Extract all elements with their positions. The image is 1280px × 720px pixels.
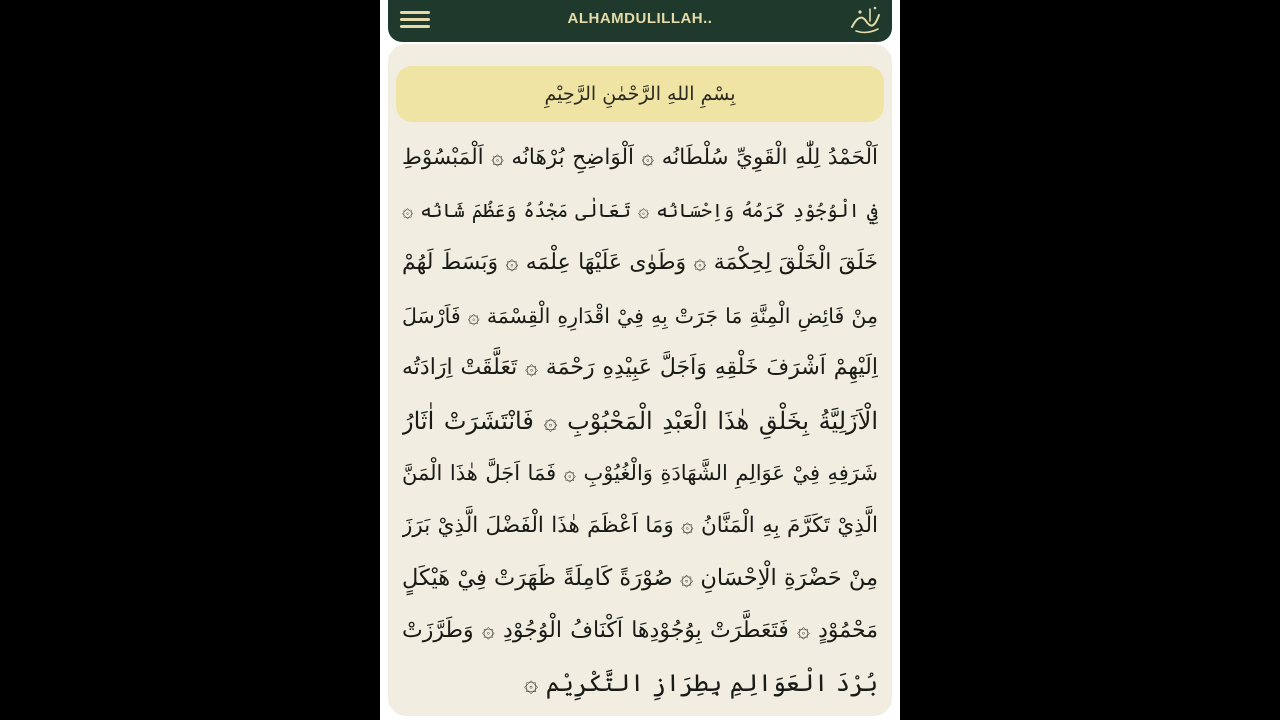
bismillah-banner: بِسْمِ اللهِ الرَّحْمٰنِ الرَّحِيْمِ (396, 66, 884, 122)
verse-line: بُرْدَ الْعَوَالِمِ بِطِرَازِ التَّكْرِيْم ۞ (524, 669, 878, 697)
app-title: ALHAMDULILLAH.. (567, 10, 713, 27)
verse-line: مِنْ فَائِضِ الْمِنَّةِ مَا جَرَتْ بِهِ فِيْ اقْدَارِهِ الْقِسْمَة ۞ فَاَرْسَلَ (402, 303, 878, 328)
verse-page (388, 44, 892, 716)
verse-line: شَرَفِهِ فِيْ عَوَالِمِ الشَّهَادَةِ وَالْغُيُوْبِ ۞ فَمَا اَجَلَّ هٰذَا الْمَنَّ (402, 461, 878, 485)
verse-text (402, 132, 878, 710)
verse-line: اِلَيْهِمْ اَشْرَفَ خَلْقِهِ وَاَجَلَّ عَبِيْدِهِ رَحْمَة ۞ تَعَلَّقَتْ اِرَادَتُه (402, 355, 878, 380)
calligraphy-muhammad-icon (848, 3, 884, 37)
verse-line: خَلَقَ الْخَلْقَ لِحِكْمَة ۞ وَطَوٰى عَلَيْهَا عِلْمَه ۞ وَبَسَطَ لَهُمْ (402, 250, 878, 275)
verse-line: فِي الْوُجُوْدِ كَرَمُهُ وَاِحْسَانُه ۞ تَعَالٰى مَجْدُهُ وَعَظُمَ شَانُه ۞ (402, 199, 878, 222)
verse-line: الَّذِيْ تَكَرَّمَ بِهِ الْمَنَّانُ ۞ وَمَا اَعْظَمَ هٰذَا الْفَضْلَ الَّذِيْ بَرَزَ (402, 512, 878, 538)
verse-line: اَلْحَمْدُ لِلّٰهِ الْقَوِيِّ سُلْطَانُه ۞ اَلْوَاضِحِ بُرْهَانُه ۞ اَلْمَبْسُوْطِ (402, 145, 878, 170)
phone-screen (380, 0, 900, 720)
app-bar (388, 0, 892, 42)
verse-line: الْاَزَلِيَّةُ بِخَلْقِ هٰذَا الْعَبْدِ الْمَحْبُوْبِ ۞ فَانْتَشَرَتْ اٰثَارُ (402, 406, 878, 435)
verse-line: مِنْ حَضْرَةِ الْاِحْسَانِ ۞ صُوْرَةً كَامِلَةً ظَهَرَتْ فِيْ هَيْكَلٍ (402, 565, 878, 591)
verse-line: مَحْمُوْدٍ ۞ فَتَعَطَّرَتْ بِوُجُوْدِهَا اَكْنَافُ الْوُجُوْدِ ۞ وَطَرَّزَتْ (402, 617, 878, 643)
